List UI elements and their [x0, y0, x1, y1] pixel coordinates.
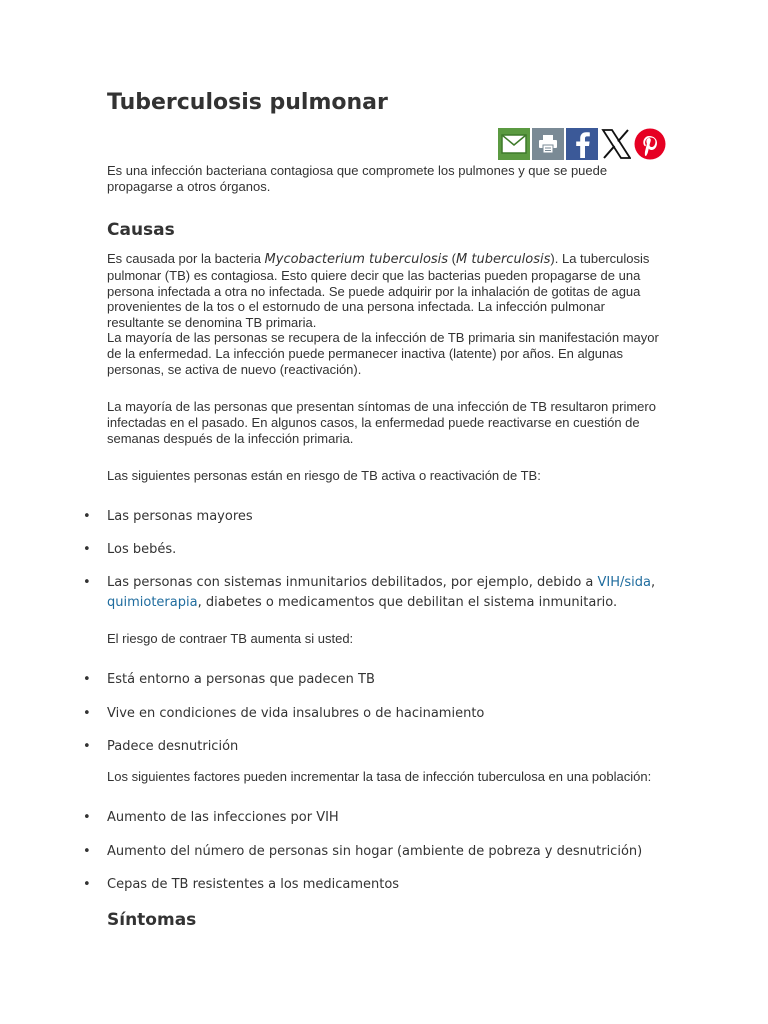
share-toolbar — [498, 128, 666, 160]
pinterest-share-button[interactable] — [634, 128, 666, 160]
list-item: • Los bebés. — [107, 540, 663, 560]
email-icon — [501, 134, 527, 154]
bacteria-name: Mycobacterium tuberculosis — [264, 252, 449, 267]
pinterest-icon — [634, 128, 666, 160]
list-item — [107, 573, 663, 613]
text-run: ( — [448, 251, 457, 266]
x-share-button[interactable] — [600, 128, 632, 160]
list-item: • Aumento de las infecciones por VIH — [107, 808, 663, 828]
section-heading-causas: Causas — [107, 220, 175, 240]
print-button[interactable] — [532, 128, 564, 160]
list-item: • Vive en condiciones de vida insalubres o de hacinamiento — [107, 704, 663, 724]
section-heading-sintomas: Síntomas — [107, 910, 197, 930]
causas-paragraph-3: La mayoría de las personas que presentan síntomas de una infección de TB resultaron primero infectadas en el pasado. En algunos casos, la enfermedad puede reactivarse en cuestión de semanas después de la infección primaria. — [107, 399, 656, 446]
intro-paragraph: Es una infección bacteriana contagiosa que compromete los pulmones y que se puede propagarse a otros órganos. — [107, 163, 608, 194]
list-item: • Padece desnutrición — [107, 737, 663, 757]
list-item: • Las personas mayores — [107, 507, 663, 527]
causas-paragraph-2: La mayoría de las personas se recupera de la infección de TB primaria sin manifestación mayor de la enfermedad. La infección puede permanecer inactiva (latente) por años. En algunas personas, se activa de nuevo (reactivación). — [107, 330, 659, 377]
causas-paragraph-1 — [107, 251, 663, 331]
facebook-icon — [571, 130, 593, 158]
list-item: • Aumento del número de personas sin hogar (ambiente de pobreza y desnutrición) — [107, 842, 663, 862]
print-icon — [537, 133, 559, 155]
text-run: Las personas con sistemas inmunitarios debilitados, por ejemplo, debido a — [107, 575, 598, 590]
email-share-button[interactable] — [498, 128, 530, 160]
text-run: ). La tuberculosis pulmonar (TB) es contagiosa. Esto quiere decir que las bacterias pueden propagarse de una persona infectada a otra no infectada. Se puede adquirir por la inhalación de gotitas de agua provenientes de la tos o el estornudo de una persona infectada. La infección pulmonar resultante se denomina TB primaria. — [107, 251, 650, 331]
causas-paragraph-4: Las siguientes personas están en riesgo de TB activa o reactivación de TB: — [107, 468, 541, 483]
text-run: , diabetes o medicamentos que debilitan el sistema inmunitario. — [197, 595, 618, 610]
list-item: • Cepas de TB resistentes a los medicamentos — [107, 875, 663, 895]
x-icon — [601, 129, 631, 159]
list-item: • Está entorno a personas que padecen TB — [107, 670, 663, 690]
link-quimioterapia[interactable]: quimioterapia — [107, 595, 198, 610]
link-vih-sida[interactable]: VIH/sida — [597, 575, 652, 590]
page-title: Tuberculosis pulmonar — [107, 90, 388, 115]
facebook-share-button[interactable] — [566, 128, 598, 160]
causas-paragraph-5: El riesgo de contraer TB aumenta si usted: — [107, 631, 354, 646]
bacteria-abbrev: M tuberculosis — [456, 252, 551, 267]
causas-paragraph-6: Los siguientes factores pueden incrementar la tasa de infección tuberculosa en una población: — [107, 769, 652, 784]
text-run: , — [651, 575, 656, 590]
text-run: Es causada por la bacteria — [107, 251, 265, 266]
